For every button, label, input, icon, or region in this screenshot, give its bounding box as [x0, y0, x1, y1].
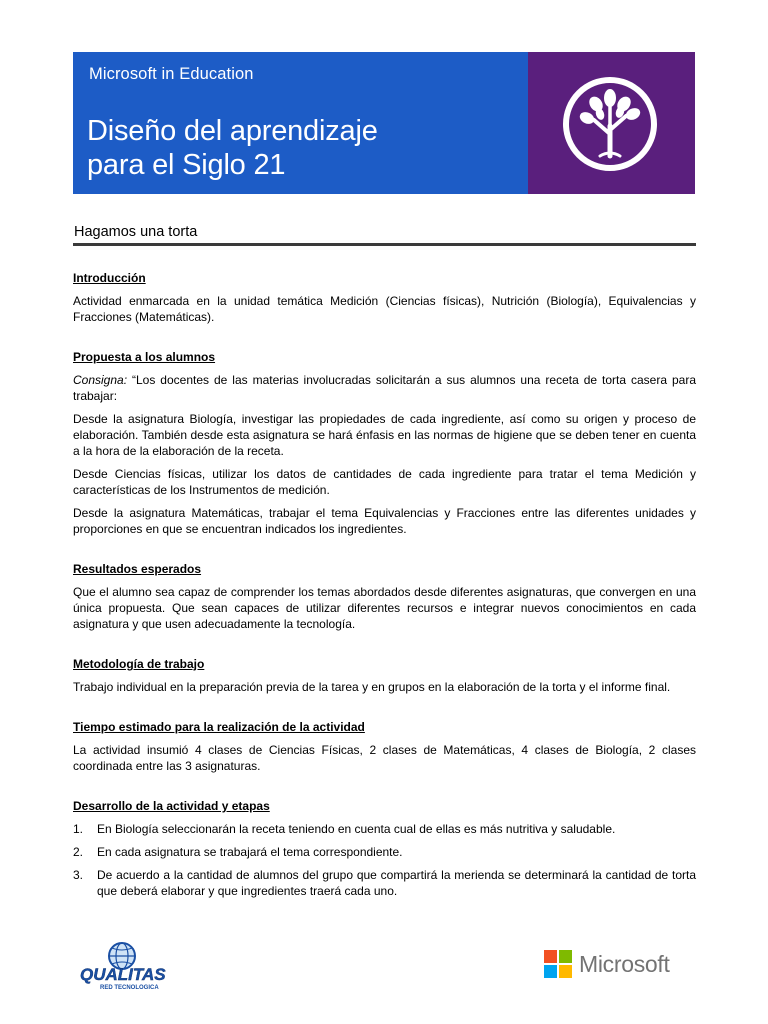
- section-heading: Tiempo estimado para la realización de la actividad: [73, 720, 365, 734]
- list-item: [73, 821, 696, 837]
- banner-icon-panel: [528, 52, 695, 194]
- list-item: [73, 844, 696, 860]
- section-heading: Resultados esperados: [73, 562, 202, 576]
- section-text: La actividad insumió 4 clases de Ciencias Físicas, 2 clases de Matemáticas, 4 clases de Biología, 2 clases coordinada entre las 3 asignaturas.: [73, 743, 696, 773]
- section-heading: Propuesta a los alumnos: [73, 350, 216, 364]
- banner-title: [87, 114, 378, 182]
- microsoft-logo: [544, 950, 670, 978]
- section-tiempo: [73, 719, 696, 774]
- list-item-number: 2.: [73, 845, 84, 859]
- banner-title-line-1: Diseño del aprendizaje: [87, 115, 378, 147]
- list-item-text: En cada asignatura se trabajará el tema correspondiente.: [97, 845, 403, 859]
- banner-title-panel: [73, 52, 528, 194]
- consigna-text: “Los docentes de las materias involucradas solicitarán a sus alumnos una receta de torta casera para trabajar:: [73, 373, 696, 403]
- section-heading: Desarrollo de la actividad y etapas: [73, 799, 270, 813]
- consigna-paragraph: [73, 372, 696, 404]
- section-desarrollo: [73, 798, 696, 899]
- microsoft-logo-text: Microsoft: [579, 950, 670, 977]
- banner-title-line-2: para el Siglo 21: [87, 149, 286, 181]
- list-item: [73, 867, 696, 899]
- section-heading: Introducción: [73, 271, 146, 285]
- document-title: Hagamos una torta: [74, 224, 198, 240]
- qualitas-logo: [78, 940, 170, 997]
- steps-list: [73, 821, 696, 899]
- propuesta-paragraph-biologia: Desde la asignatura Biología, investigar las propiedades de cada ingrediente, así como su origen y proceso de elaboración. También desde esta asignatura se hará énfasis en las normas de higiene que se deben tener en cuenta a la hora de la elaboración de la receta.: [73, 412, 696, 458]
- section-text: Trabajo individual en la preparación previa de la tarea y en grupos en la elaboración de la torta y el informe final.: [73, 680, 671, 694]
- section-introduccion: [73, 270, 696, 325]
- title-divider: [73, 243, 696, 246]
- section-resultados: [73, 561, 696, 632]
- consigna-label: Consigna:: [73, 373, 128, 387]
- qualitas-logo-text: QUALITAS: [80, 965, 166, 984]
- header-banner: [73, 52, 695, 194]
- section-propuesta: [73, 349, 696, 537]
- document-body: [73, 270, 696, 923]
- section-text: Que el alumno sea capaz de comprender los temas abordados desde diferentes asignaturas, que convergen en una única propuesta. Que sean capaces de utilizar diferentes recursos e integrar nuevos conocimientos en cada asignatura y que usen adecuadamente la tecnología.: [73, 585, 696, 631]
- banner-brand: Microsoft in Education: [89, 65, 254, 83]
- propuesta-paragraph-matematicas: Desde la asignatura Matemáticas, trabajar el tema Equivalencias y Fracciones entre las diferentes unidades y proporciones en que se encuentran indicados los ingredientes.: [73, 506, 696, 536]
- propuesta-paragraph-fisica: Desde Ciencias físicas, utilizar los datos de cantidades de cada ingrediente para tratar el tema Medición y características de los Instrumentos de medición.: [73, 467, 696, 497]
- list-item-text: De acuerdo a la cantidad de alumnos del grupo que compartirá la merienda se determinará la cantidad de torta que deberá elaborar y que ingredientes traerá cada uno.: [97, 868, 696, 898]
- qualitas-logo-subtext: RED TECNOLOGICA: [100, 985, 159, 991]
- microsoft-windows-icon: [544, 950, 572, 978]
- list-item-text: En Biología seleccionarán la receta teniendo en cuenta cual de ellas es más nutritiva y saludable.: [97, 822, 616, 836]
- tree-icon: [560, 74, 660, 174]
- section-text: Actividad enmarcada en la unidad temática Medición (Ciencias físicas), Nutrición (Biología), Equivalencias y Fracciones (Matemáticas).: [73, 294, 696, 324]
- section-heading: Metodología de trabajo: [73, 657, 205, 671]
- list-item-number: 1.: [73, 822, 84, 836]
- list-item-number: 3.: [73, 868, 84, 882]
- section-metodologia: [73, 656, 696, 695]
